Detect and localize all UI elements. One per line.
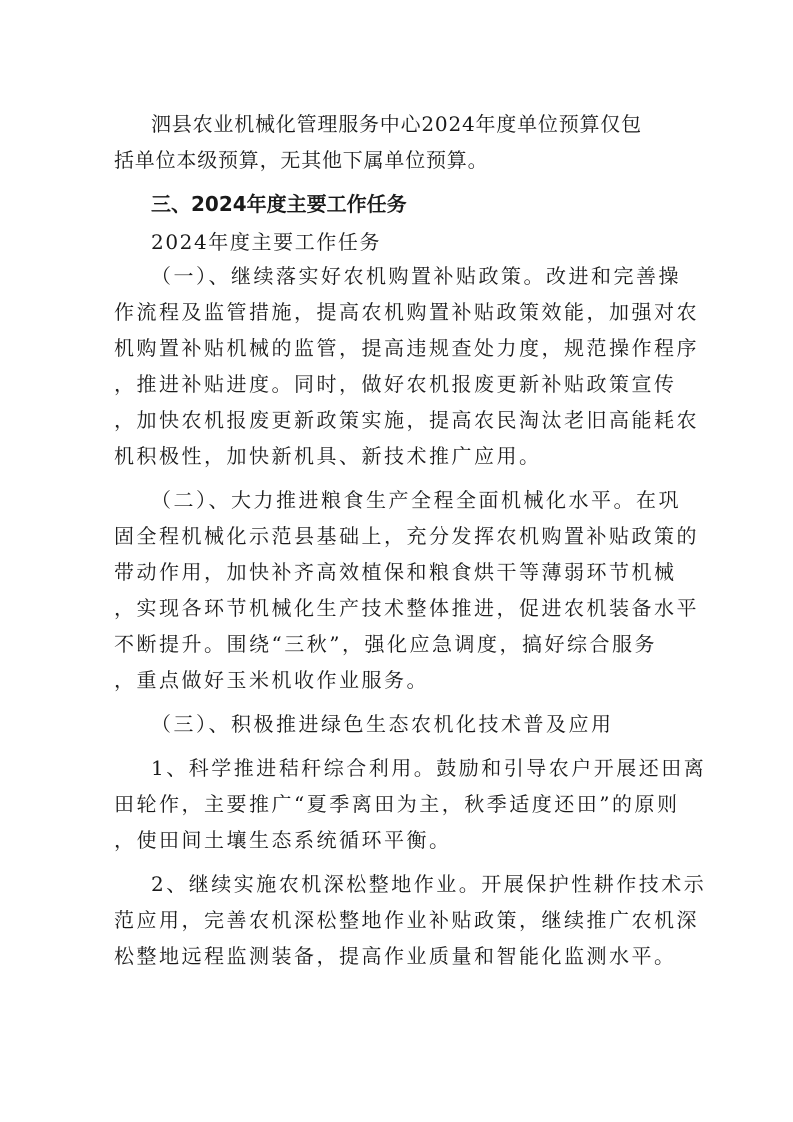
item-1-line-3: ，使田间土壤生态系统循环平衡。: [114, 828, 452, 852]
paragraph-a-line-3: 机购置补贴机械的监管，提高违规查处力度，规范操作程序: [114, 336, 699, 360]
paragraph-b-line-4: ，实现各环节机械化生产技术整体推进，促进农机装备水平: [114, 596, 699, 620]
paragraph-c-heading: （三）、积极推进绿色生态农机化技术普及应用: [151, 712, 614, 736]
paragraph-b-line-5: 不断提升。围绕“三秋”，强化应急调度，搞好综合服务: [114, 632, 657, 656]
section-heading: 三、2024年度主要工作任务: [151, 192, 407, 216]
paragraph-1-line-2: 括单位本级预算，无其他下属单位预算。: [114, 148, 489, 172]
item-1-line-1: 1、科学推进秸秆综合利用。鼓励和引导农户开展还田离: [151, 756, 707, 780]
item-2-line-1: 2、继续实施农机深松整地作业。开展保护性耕作技术示: [151, 872, 707, 896]
paragraph-b-line-6: ，重点做好玉米机收作业服务。: [114, 668, 429, 692]
item-2-line-2: 范应用，完善农机深松整地作业补贴政策，继续推广农机深: [114, 908, 699, 932]
item-1-line-2: 田轮作，主要推广“夏季离田为主，秋季适度还田”的原则: [114, 792, 680, 816]
paragraph-1-line-1: 泗县农业机械化管理服务中心2024年度单位预算仅包: [151, 112, 642, 136]
paragraph-b-line-3: 带动作用，加快补齐高效植保和粮食烘干等薄弱环节机械: [114, 560, 677, 584]
paragraph-a-line-2: 作流程及监管措施，提高农机购置补贴政策效能，加强对农: [114, 300, 699, 324]
paragraph-a-line-4: ，推进补贴进度。同时，做好农机报废更新补贴政策宣传: [114, 372, 677, 396]
paragraph-a-line-1: （一）、继续落实好农机购置补贴政策。改进和完善操: [151, 264, 681, 288]
paragraph-b-line-2: 固全程机械化示范县基础上，充分发挥农机购置补贴政策的: [114, 524, 699, 548]
paragraph-a-line-5: ，加快农机报废更新政策实施，提高农民淘汰老旧高能耗农: [114, 408, 699, 432]
item-2-line-3: 松整地远程监测装备，提高作业质量和智能化监测水平。: [114, 944, 677, 968]
paragraph-a-line-6: 机积极性，加快新机具、新技术推广应用。: [114, 444, 542, 468]
paragraph-b-line-1: （二）、大力推进粮食生产全程全面机械化水平。在巩: [151, 488, 681, 512]
sub-heading: 2024年度主要工作任务: [151, 230, 382, 254]
